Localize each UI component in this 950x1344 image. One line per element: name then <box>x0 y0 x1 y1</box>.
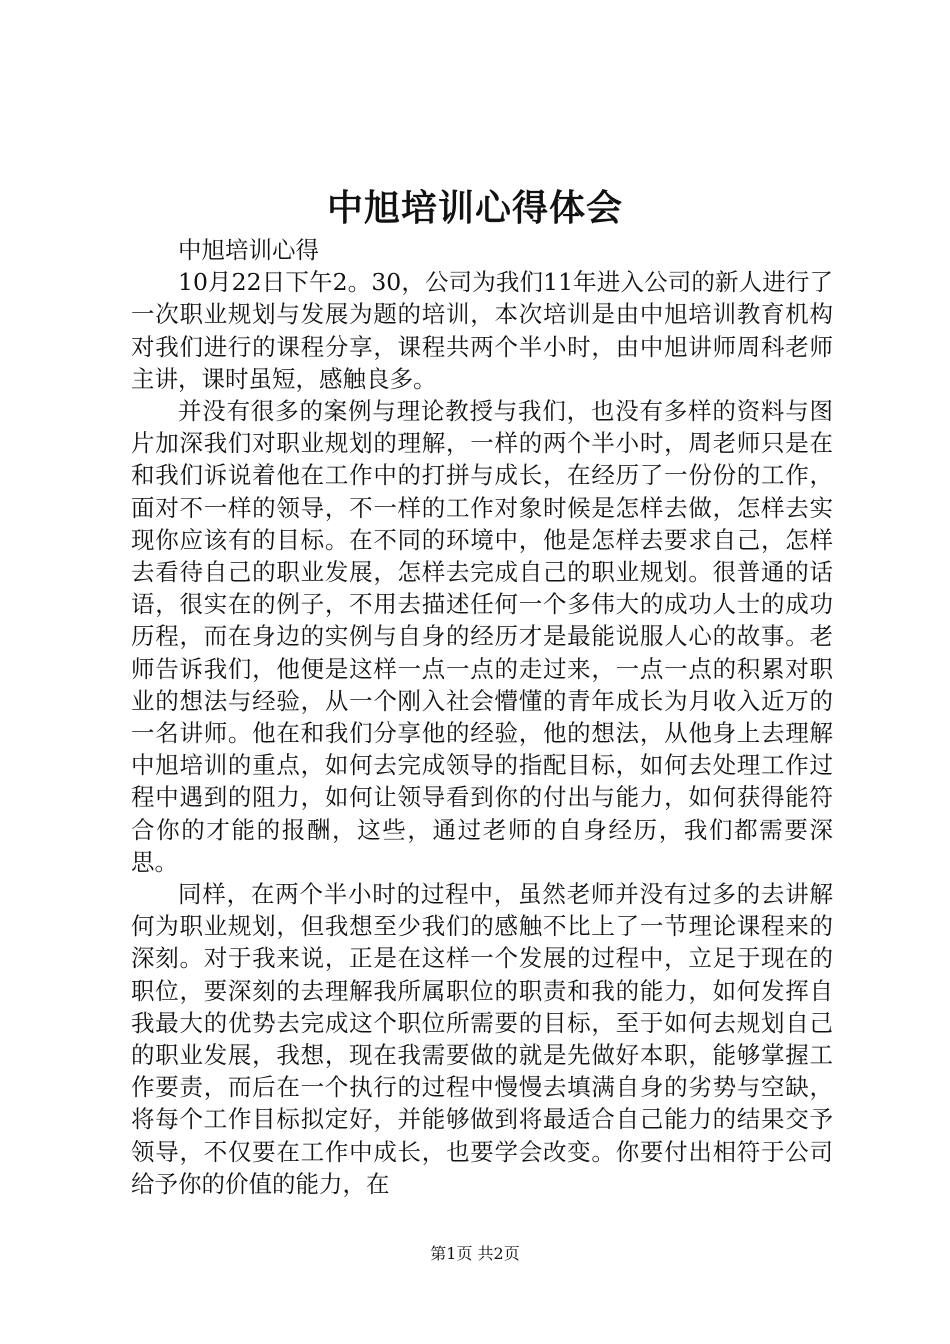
document-title: 中旭培训心得体会 <box>326 187 623 229</box>
document-body <box>131 234 833 1200</box>
paragraph-subtitle: 中旭培训心得 <box>178 236 319 264</box>
paragraph: 并没有很多的案例与理论教授与我们，也没有多样的资料与图片加深我们对职业规划的理解，一样的两个半小时，周老师只是在和我们诉说着他在工作中的打拼与成长，在经历了一份份的工作，面对不一样的领导，不一样的工作对象时候是怎样去做，怎样去实现你应该有的目标。在不同的环境中，他是怎样去要求自己，怎样去看待自己的职业发展，怎样去完成自己的职业规划。很普通的话语，很实在的例子，不用去描述任何一个多伟大的成功人士的成功历程，而在身边的实例与自身的经历才是最能说服人心的故事。老师告诉我们，他便是这样一点一点的走过来，一点一点的积累对职业的想法与经验，从一个刚入社会懵懂的青年成长为月收入近万的一名讲师。他在和我们分享他的经验，他的想法，从他身上去理解中旭培训的重点，如何去完成领导的指配目标，如何去处理工作过程中遇到的阻力，如何让领导看到你的付出与能力，如何获得能符合你的才能的报酬，这些，通过老师的自身经历，我们都需要深思。 <box>131 397 833 876</box>
paragraph: 同样，在两个半小时的过程中，虽然老师并没有过多的去讲解何为职业规划，但我想至少我们的感触不比上了一节理论课程来的深刻。对于我来说，正是在这样一个发展的过程中，立足于现在的职位，要深刻的去理解我所属职位的职责和我的能力，如何发挥自我最大的优势去完成这个职位所需要的目标，至于如何去规划自己的职业发展，我想，现在我需要做的就是先做好本职，能够掌握工作要责，而后在一个执行的过程中慢慢去填满自身的劣势与空缺，将每个工作目标拟定好，并能够做到将最适合自己能力的结果交予领导，不仅要在工作中成长，也要学会改变。你要付出相符于公司给予你的价值的能力，在 <box>131 880 833 1198</box>
page-footer: 第1页 共2页 <box>430 1244 520 1263</box>
paragraph: 10月22日下午2。30，公司为我们11年进入公司的新人进行了一次职业规划与发展为题的培训，本次培训是由中旭培训教育机构对我们进行的课程分享，课程共两个半小时，由中旭讲师周科老师主讲，课时虽短，感触良多。 <box>131 268 833 393</box>
